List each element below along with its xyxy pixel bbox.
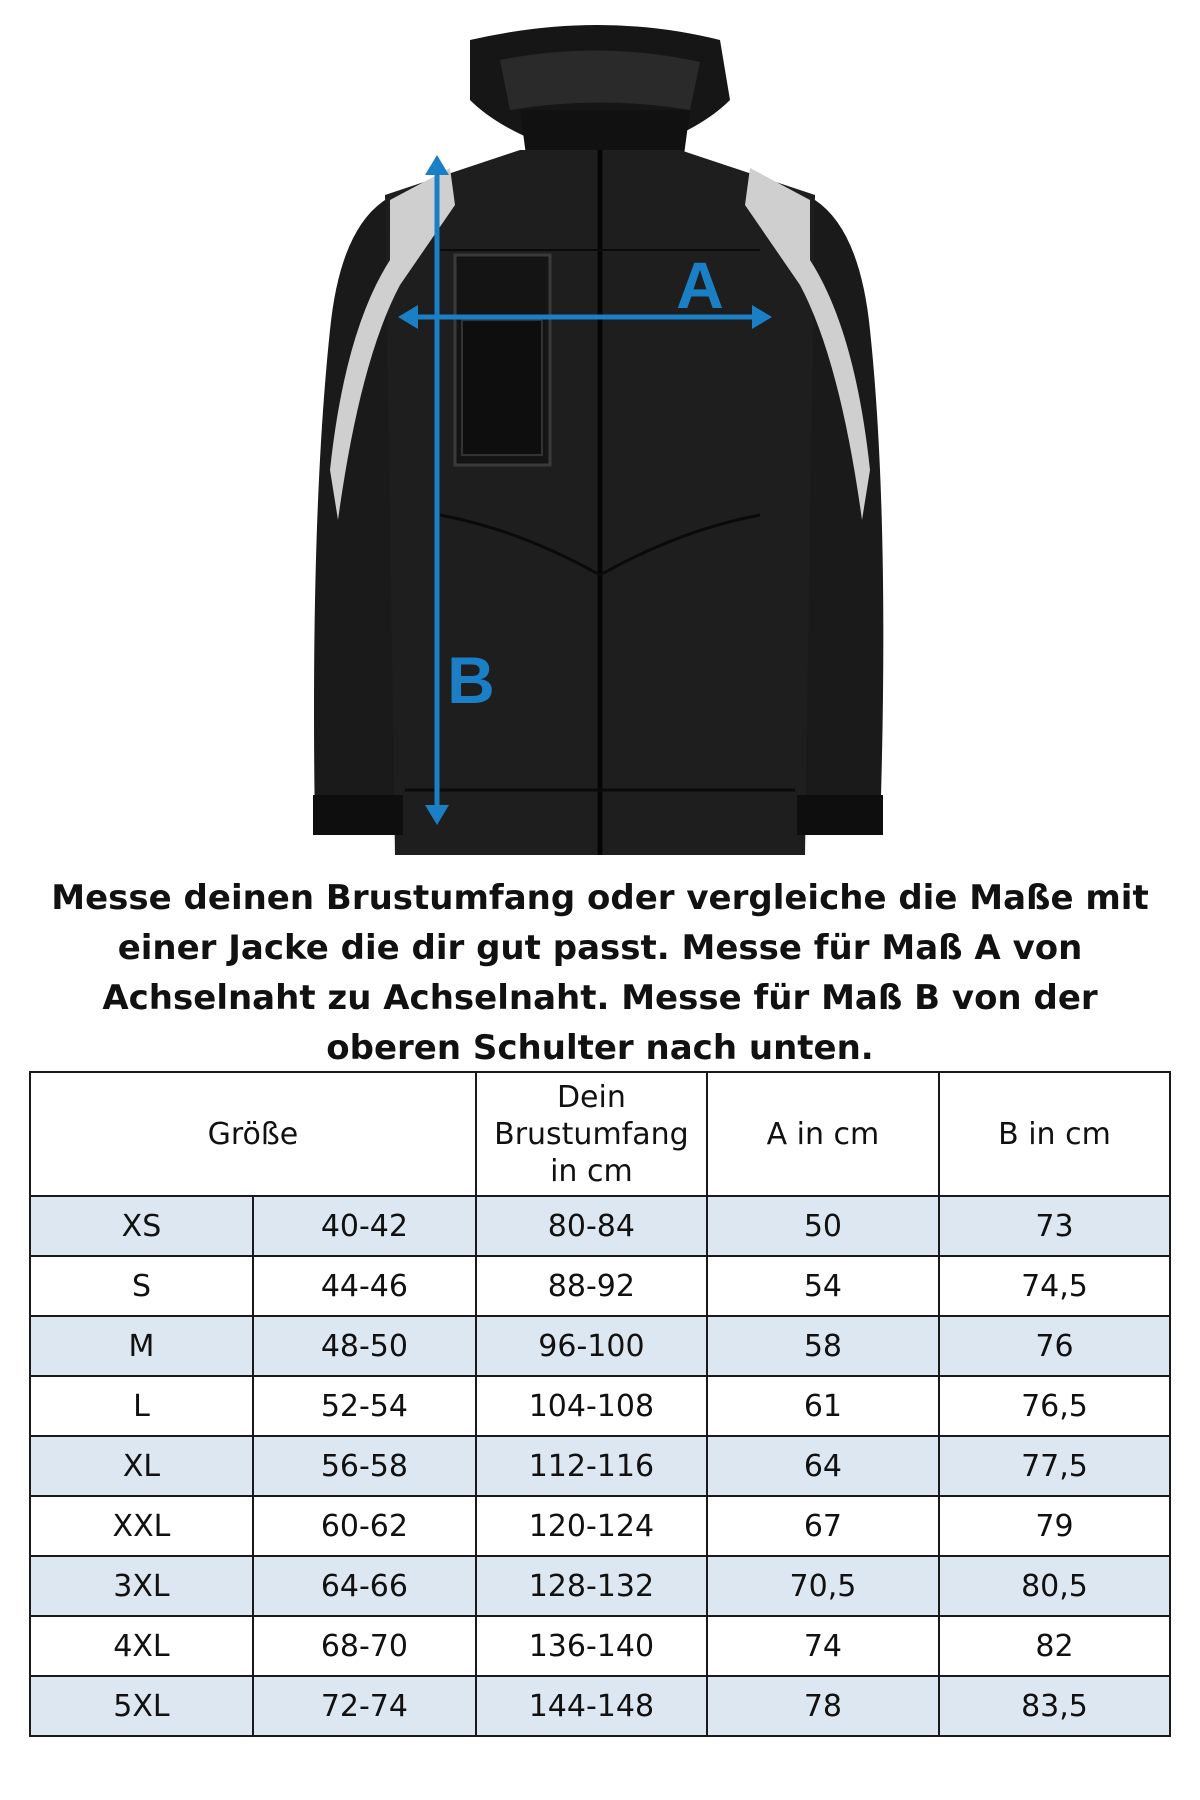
table-row xyxy=(30,1376,1170,1436)
cell-eu: 52-54 xyxy=(253,1376,476,1436)
cell-size: 5XL xyxy=(30,1676,253,1736)
cell-eu: 48-50 xyxy=(253,1316,476,1376)
cell-b: 79 xyxy=(939,1496,1170,1556)
cell-chest: 128-132 xyxy=(476,1556,707,1616)
cell-chest: 88-92 xyxy=(476,1256,707,1316)
cell-b: 83,5 xyxy=(939,1676,1170,1736)
cell-size: XS xyxy=(30,1196,253,1256)
cell-chest: 120-124 xyxy=(476,1496,707,1556)
table-row xyxy=(30,1616,1170,1676)
cell-size: XXL xyxy=(30,1496,253,1556)
cell-eu: 68-70 xyxy=(253,1616,476,1676)
cell-b: 73 xyxy=(939,1196,1170,1256)
cell-eu: 40-42 xyxy=(253,1196,476,1256)
header-b: B in cm xyxy=(939,1072,1170,1196)
cell-eu: 72-74 xyxy=(253,1676,476,1736)
cell-eu: 60-62 xyxy=(253,1496,476,1556)
cell-eu: 44-46 xyxy=(253,1256,476,1316)
cell-eu: 64-66 xyxy=(253,1556,476,1616)
cell-b: 76 xyxy=(939,1316,1170,1376)
cell-chest: 104-108 xyxy=(476,1376,707,1436)
table-row xyxy=(30,1556,1170,1616)
cell-a: 61 xyxy=(707,1376,939,1436)
cell-b: 82 xyxy=(939,1616,1170,1676)
cell-chest: 112-116 xyxy=(476,1436,707,1496)
cell-a: 67 xyxy=(707,1496,939,1556)
cell-a: 50 xyxy=(707,1196,939,1256)
table-row xyxy=(30,1676,1170,1736)
table-row xyxy=(30,1196,1170,1256)
cell-b: 77,5 xyxy=(939,1436,1170,1496)
cell-a: 58 xyxy=(707,1316,939,1376)
label-b: B xyxy=(447,643,495,717)
cell-a: 64 xyxy=(707,1436,939,1496)
cell-size: XL xyxy=(30,1436,253,1496)
cell-size: 4XL xyxy=(30,1616,253,1676)
table-row xyxy=(30,1436,1170,1496)
header-chest: Dein Brustumfang in cm xyxy=(476,1072,707,1196)
label-a: A xyxy=(676,248,724,322)
cell-chest: 80-84 xyxy=(476,1196,707,1256)
cell-a: 54 xyxy=(707,1256,939,1316)
cell-b: 74,5 xyxy=(939,1256,1170,1316)
cell-chest: 96-100 xyxy=(476,1316,707,1376)
cell-size: S xyxy=(30,1256,253,1316)
cell-size: M xyxy=(30,1316,253,1376)
cell-a: 78 xyxy=(707,1676,939,1736)
cell-chest: 136-140 xyxy=(476,1616,707,1676)
table-row xyxy=(30,1256,1170,1316)
cell-eu: 56-58 xyxy=(253,1436,476,1496)
cell-size: 3XL xyxy=(30,1556,253,1616)
jacket-illustration xyxy=(0,0,1200,860)
cell-b: 76,5 xyxy=(939,1376,1170,1436)
measuring-instructions: Messe deinen Brustumfang oder vergleiche die Maße mit einer Jacke die dir gut passt. Messe für Maß A von Achselnaht zu Achselnaht. Messe für Maß B von der oberen Schulter nach unten. xyxy=(51,878,1149,1068)
jacket-figure xyxy=(0,0,1200,860)
header-a: A in cm xyxy=(707,1072,939,1196)
table-row xyxy=(30,1496,1170,1556)
cell-a: 70,5 xyxy=(707,1556,939,1616)
cell-chest: 144-148 xyxy=(476,1676,707,1736)
cell-a: 74 xyxy=(707,1616,939,1676)
size-table xyxy=(29,1071,1171,1737)
table-row xyxy=(30,1316,1170,1376)
table-header-row xyxy=(30,1072,1170,1196)
header-size: Größe xyxy=(30,1072,476,1196)
cell-size: L xyxy=(30,1376,253,1436)
cell-b: 80,5 xyxy=(939,1556,1170,1616)
